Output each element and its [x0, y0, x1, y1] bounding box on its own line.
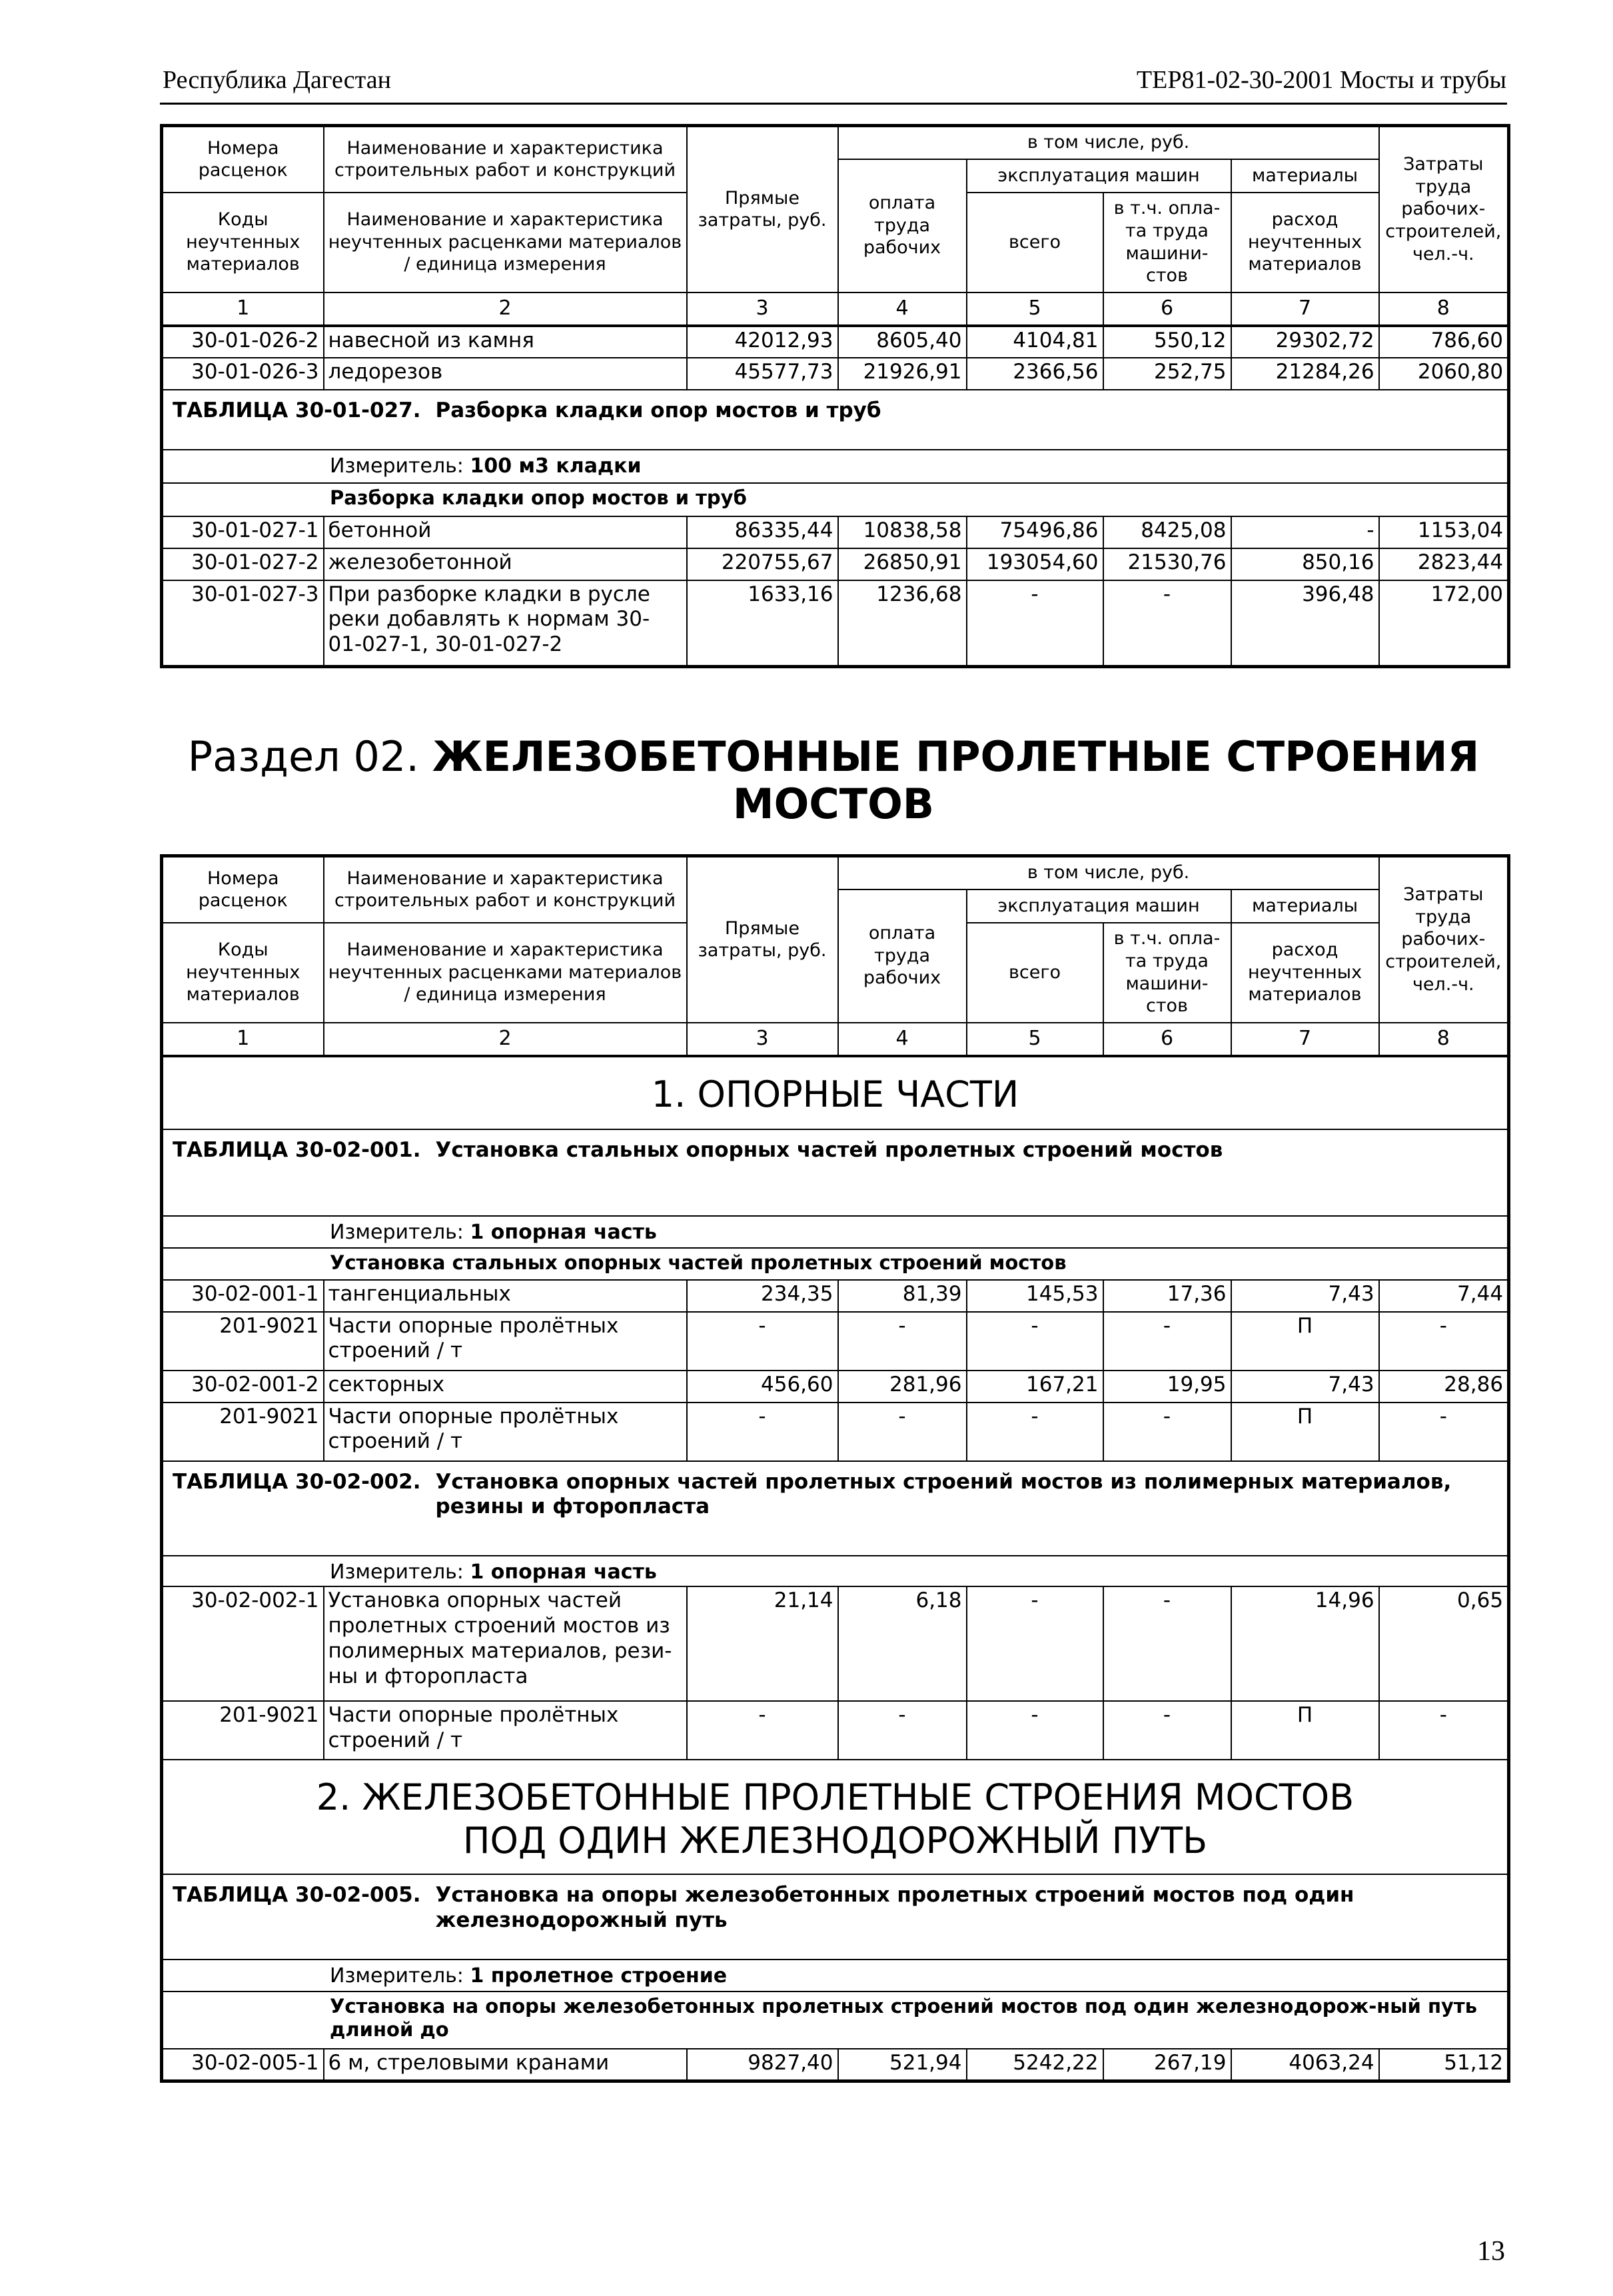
col-header-material-name: Наименование и характеристика неучтенных расценками материалов / единица измерения [324, 193, 687, 292]
col-number: 7 [1231, 292, 1379, 326]
table-code: ТАБЛИЦА 30-02-005. [173, 1883, 421, 1908]
table-row [162, 580, 1509, 667]
material-code: 201-9021 [162, 1403, 324, 1461]
direct-costs: 42012,93 [687, 326, 838, 358]
machinist-pay: - [1103, 1312, 1231, 1371]
col-header-material-consumption: расход неучтенных материалов [1231, 923, 1379, 1023]
material-name: Части опорные пролётных строений / т [324, 1312, 687, 1371]
col-header-material-codes: Коды неучтенных материалов [162, 193, 324, 292]
materials-cost: 21284,26 [1231, 358, 1379, 390]
machines-total: - [967, 1403, 1103, 1461]
materials-cost: 850,16 [1231, 548, 1379, 580]
work-name: Установка опорных частей пролетных строений мостов из полимерных материалов, рези-ны и фторопласта [324, 1586, 687, 1701]
labor-hours: 1153,04 [1379, 516, 1509, 548]
col-number: 8 [1379, 292, 1509, 326]
col-number: 2 [324, 292, 687, 326]
machinist-pay: - [1103, 1403, 1231, 1461]
col-header-machine-operation: эксплуатация машин [967, 159, 1231, 193]
col-number: 6 [1103, 292, 1231, 326]
direct-costs: - [687, 1403, 838, 1461]
measure-unit [162, 1960, 1509, 1992]
rate-code: 30-02-001-1 [162, 1280, 324, 1312]
machines-total: 2366,56 [967, 358, 1103, 390]
rates-table-main [160, 854, 1510, 2083]
worker-pay: 8605,40 [838, 326, 967, 358]
col-header-direct-costs: Прямые затраты, руб. [687, 856, 838, 1023]
material-name: Части опорные пролётных строений / т [324, 1403, 687, 1461]
material-row [162, 1312, 1509, 1371]
material-row [162, 1403, 1509, 1461]
col-header-work-name: Наименование и характеристика строительных работ и конструкций [324, 856, 687, 923]
measure-unit [162, 1216, 1509, 1248]
rate-code: 30-01-027-3 [162, 580, 324, 667]
measure-value: 1 опорная часть [470, 1220, 657, 1244]
machines-total: - [967, 580, 1103, 667]
machines-total: - [967, 1312, 1103, 1371]
direct-costs: - [687, 1312, 838, 1371]
col-number: 4 [838, 1023, 967, 1056]
labor-hours: - [1379, 1403, 1509, 1461]
measure-value: 1 опорная часть [470, 1560, 657, 1584]
table-row [162, 2049, 1509, 2081]
direct-costs: 456,60 [687, 1371, 838, 1403]
col-number: 1 [162, 1023, 324, 1056]
table-title-30-02-005 [162, 1874, 1509, 1960]
worker-pay: 521,94 [838, 2049, 967, 2081]
table-caption: Установка на опоры железобетонных пролетных строений мостов под один железнодорожный путь [435, 1883, 1354, 1932]
col-header-worker-pay: оплата труда рабочих [838, 889, 967, 1023]
table-title-30-01-027 [162, 390, 1509, 450]
material-code: 201-9021 [162, 1701, 324, 1760]
table-row [162, 1280, 1509, 1312]
rate-code: 30-02-001-2 [162, 1371, 324, 1403]
subsection-line2: ПОД ОДИН ЖЕЛЕЗНОДОРОЖНЫЙ ПУТЬ [462, 1819, 1208, 1862]
table-row [162, 516, 1509, 548]
material-name: Части опорные пролётных строений / т [324, 1701, 687, 1760]
machinist-pay: 267,19 [1103, 2049, 1231, 2081]
material-row [162, 1701, 1509, 1760]
col-header-rate-numbers: Номера расценок [162, 856, 324, 923]
col-header-including: в том числе, руб. [838, 856, 1379, 889]
table-caption: Установка опорных частей пролетных строений мостов из полимерных материалов, резины и фторопласта [435, 1469, 1452, 1519]
worker-pay: - [838, 1701, 967, 1760]
rate-code: 30-01-027-1 [162, 516, 324, 548]
table-code: ТАБЛИЦА 30-02-001. [173, 1137, 421, 1162]
table-caption: Установка стальных опорных частей пролетных строений мостов [435, 1137, 1223, 1162]
table-row [162, 326, 1509, 358]
labor-hours: - [1379, 1701, 1509, 1760]
machinist-pay: 17,36 [1103, 1280, 1231, 1312]
col-header-material-name: Наименование и характеристика неучтенных расценками материалов / единица измерения [324, 923, 687, 1023]
worker-pay: - [838, 1312, 967, 1371]
machinist-pay: - [1103, 1701, 1231, 1760]
materials-cost: 29302,72 [1231, 326, 1379, 358]
table-row [162, 1371, 1509, 1403]
labor-hours: 51,12 [1379, 2049, 1509, 2081]
measure-unit [162, 450, 1509, 483]
direct-costs: 45577,73 [687, 358, 838, 390]
subsection-line1: 2. ЖЕЛЕЗОБЕТОННЫЕ ПРОЛЕТНЫЕ СТРОЕНИЯ МОСТОВ [316, 1776, 1354, 1819]
measure-label: Измеритель: [330, 454, 464, 478]
materials-cost: П [1231, 1403, 1379, 1461]
table-row [162, 358, 1509, 390]
work-name: тангенциальных [324, 1280, 687, 1312]
col-number: 5 [967, 292, 1103, 326]
col-header-materials: материалы [1231, 159, 1379, 193]
worker-pay: 81,39 [838, 1280, 967, 1312]
labor-hours: 0,65 [1379, 1586, 1509, 1701]
col-header-machinist-pay: в т.ч. опла-та труда машини-стов [1103, 193, 1231, 292]
rate-code: 30-01-027-2 [162, 548, 324, 580]
direct-costs: 1633,16 [687, 580, 838, 667]
worker-pay: 21926,91 [838, 358, 967, 390]
rate-code: 30-01-026-2 [162, 326, 324, 358]
materials-cost: 4063,24 [1231, 2049, 1379, 2081]
machines-total: 193054,60 [967, 548, 1103, 580]
machines-total: 5242,22 [967, 2049, 1103, 2081]
section-title-line2: МОСТОВ [732, 780, 935, 829]
machinist-pay: 550,12 [1103, 326, 1231, 358]
materials-cost: 14,96 [1231, 1586, 1379, 1701]
materials-cost: 7,43 [1231, 1371, 1379, 1403]
table-row [162, 1586, 1509, 1701]
machines-total: 4104,81 [967, 326, 1103, 358]
group-heading: Установка стальных опорных частей пролетных строений мостов [162, 1248, 1509, 1280]
rate-code: 30-02-002-1 [162, 1586, 324, 1701]
direct-costs: 9827,40 [687, 2049, 838, 2081]
section-heading [160, 733, 1507, 828]
labor-hours: 28,86 [1379, 1371, 1509, 1403]
measure-label: Измеритель: [330, 1220, 464, 1244]
direct-costs: 220755,67 [687, 548, 838, 580]
machinist-pay: 19,95 [1103, 1371, 1231, 1403]
table-title-30-02-002 [162, 1461, 1509, 1556]
machinist-pay: - [1103, 580, 1231, 667]
col-number: 3 [687, 292, 838, 326]
measure-value: 1 пролетное строение [470, 1964, 728, 1988]
direct-costs: - [687, 1701, 838, 1760]
col-header-worker-pay: оплата труда рабочих [838, 159, 967, 292]
materials-cost: 396,48 [1231, 580, 1379, 667]
measure-label: Измеритель: [330, 1560, 464, 1584]
machinist-pay: 8425,08 [1103, 516, 1231, 548]
col-header-including: в том числе, руб. [838, 126, 1379, 159]
machines-total: - [967, 1701, 1103, 1760]
table-code: ТАБЛИЦА 30-02-002. [173, 1469, 421, 1494]
labor-hours: 2060,80 [1379, 358, 1509, 390]
col-number: 2 [324, 1023, 687, 1056]
direct-costs: 86335,44 [687, 516, 838, 548]
col-header-rate-numbers: Номера расценок [162, 126, 324, 193]
col-header-material-codes: Коды неучтенных материалов [162, 923, 324, 1023]
work-name: бетонной [324, 516, 687, 548]
worker-pay: 10838,58 [838, 516, 967, 548]
machines-total: 167,21 [967, 1371, 1103, 1403]
running-header-document-code: ТЕР81-02-30-2001 Мосты и трубы [1136, 66, 1506, 94]
worker-pay: 281,96 [838, 1371, 967, 1403]
worker-pay: 1236,68 [838, 580, 967, 667]
col-number: 5 [967, 1023, 1103, 1056]
machines-total: - [967, 1586, 1103, 1701]
running-header-region: Республика Дагестан [163, 66, 391, 94]
material-code: 201-9021 [162, 1312, 324, 1371]
worker-pay: 26850,91 [838, 548, 967, 580]
work-name: При разборке кладки в русле реки добавлять к нормам 30-01-027-1, 30-01-027-2 [324, 580, 687, 667]
col-header-direct-costs: Прямые затраты, руб. [687, 126, 838, 292]
col-header-machinist-pay: в т.ч. опла-та труда машини-стов [1103, 923, 1231, 1023]
col-number: 7 [1231, 1023, 1379, 1056]
col-header-machines-total: всего [967, 923, 1103, 1023]
machinist-pay: - [1103, 1586, 1231, 1701]
group-heading: Разборка кладки опор мостов и труб [162, 483, 1509, 516]
direct-costs: 21,14 [687, 1586, 838, 1701]
work-name: навесной из камня [324, 326, 687, 358]
col-header-work-name: Наименование и характеристика строительных работ и конструкций [324, 126, 687, 193]
table-row [162, 548, 1509, 580]
labor-hours: 172,00 [1379, 580, 1509, 667]
col-number: 3 [687, 1023, 838, 1056]
col-number: 1 [162, 292, 324, 326]
measure-value: 100 м3 кладки [470, 454, 642, 478]
work-name: секторных [324, 1371, 687, 1403]
table-title-30-02-001 [162, 1129, 1509, 1216]
labor-hours: 786,60 [1379, 326, 1509, 358]
machinist-pay: 252,75 [1103, 358, 1231, 390]
subsection-title-bearings: 1. ОПОРНЫЕ ЧАСТИ [162, 1056, 1509, 1129]
col-header-machine-operation: эксплуатация машин [967, 889, 1231, 923]
work-name: ледорезов [324, 358, 687, 390]
labor-hours: - [1379, 1312, 1509, 1371]
machines-total: 75496,86 [967, 516, 1103, 548]
worker-pay: - [838, 1403, 967, 1461]
machinist-pay: 21530,76 [1103, 548, 1231, 580]
col-header-machines-total: всего [967, 193, 1103, 292]
section-prefix: Раздел 02. [187, 732, 420, 781]
section-title-line1: ЖЕЛЕЗОБЕТОННЫЕ ПРОЛЕТНЫЕ СТРОЕНИЯ [432, 732, 1480, 781]
group-heading: Установка на опоры железобетонных пролетных строений мостов под один железнодорож-ный путь длиной до [162, 1992, 1509, 2049]
col-number: 4 [838, 292, 967, 326]
machines-total: 145,53 [967, 1280, 1103, 1312]
measure-label: Измеритель: [330, 1964, 464, 1988]
col-header-materials: материалы [1231, 889, 1379, 923]
col-number: 6 [1103, 1023, 1231, 1056]
col-number: 8 [1379, 1023, 1509, 1056]
table-caption: Разборка кладки опор мостов и труб [435, 398, 881, 422]
labor-hours: 2823,44 [1379, 548, 1509, 580]
materials-cost: П [1231, 1312, 1379, 1371]
work-name: 6 м, стреловыми кранами [324, 2049, 687, 2081]
col-header-labor-costs: Затраты труда рабочих-строителей, чел.-ч. [1379, 856, 1509, 1023]
page-number: 13 [1477, 2236, 1505, 2267]
labor-hours: 7,44 [1379, 1280, 1509, 1312]
direct-costs: 234,35 [687, 1280, 838, 1312]
col-header-material-consumption: расход неучтенных материалов [1231, 193, 1379, 292]
rate-code: 30-02-005-1 [162, 2049, 324, 2081]
measure-unit [162, 1556, 1509, 1587]
worker-pay: 6,18 [838, 1586, 967, 1701]
header-rule [160, 103, 1507, 105]
rates-table-top [160, 124, 1510, 668]
subsection-title-spans [162, 1760, 1509, 1874]
col-header-labor-costs: Затраты труда рабочих-строителей, чел.-ч. [1379, 126, 1509, 292]
materials-cost: 7,43 [1231, 1280, 1379, 1312]
work-name: железобетонной [324, 548, 687, 580]
materials-cost: - [1231, 516, 1379, 548]
rate-code: 30-01-026-3 [162, 358, 324, 390]
materials-cost: П [1231, 1701, 1379, 1760]
table-code: ТАБЛИЦА 30-01-027. [173, 398, 421, 422]
